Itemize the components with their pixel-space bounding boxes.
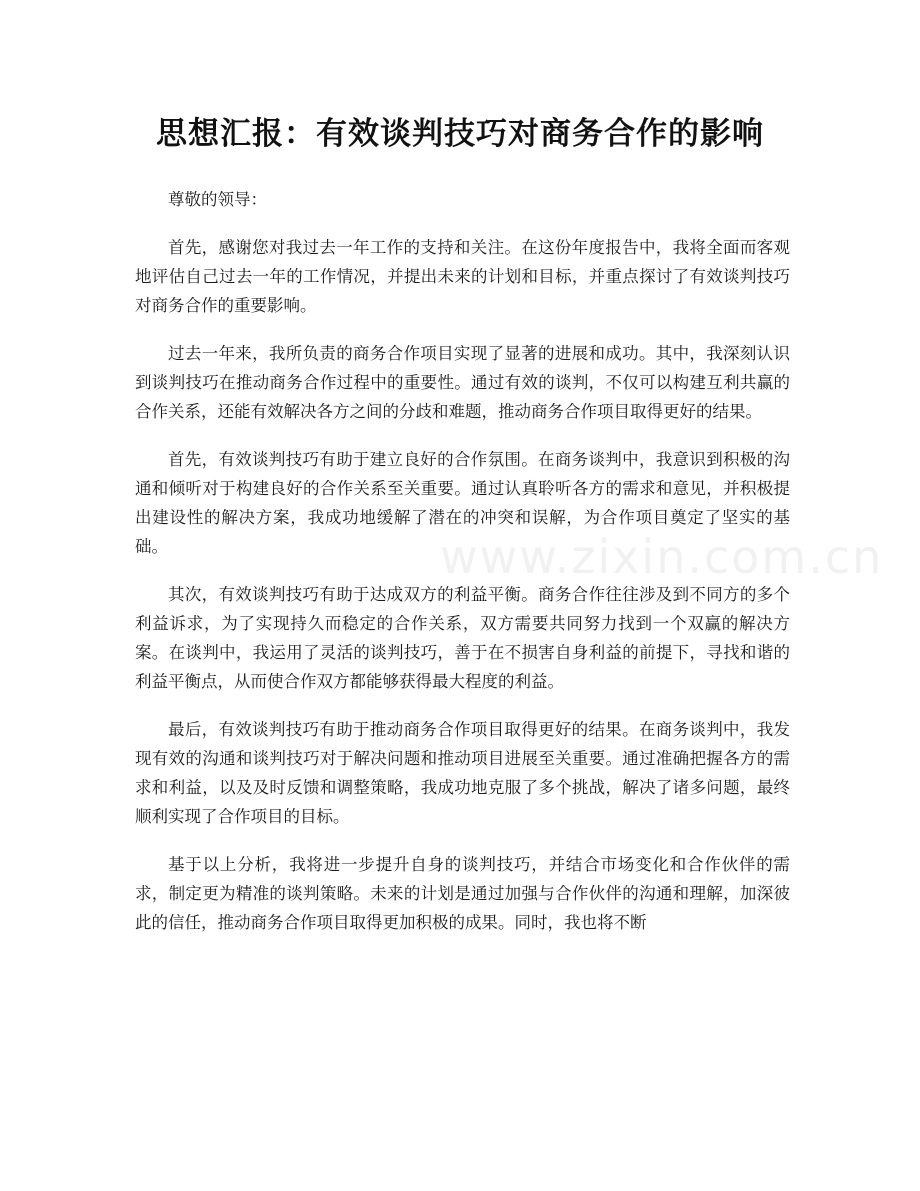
page-title: 思想汇报：有效谈判技巧对商务合作的影响 — [156, 116, 764, 152]
watermark: www.zixin.com.cn — [440, 530, 884, 584]
paragraph: 过去一年来，我所负责的商务合作项目实现了显著的进展和成功。其中，我深刻认识到谈判技巧在推动商务合作过程中的重要性。通过有效的谈判，不仅可以构建互利共赢的合作关系，还能有效解决各方之间的分歧和难题，推动商务合作项目取得更好的结果。 — [135, 344, 790, 421]
paragraph: 首先，感谢您对我过去一年工作的支持和关注。在这份年度报告中，我将全面而客观地评估自己过去一年的工作情况，并提出未来的计划和目标，并重点探讨了有效谈判技巧对商务合作的重要影响。 — [135, 238, 790, 315]
paragraph: 最后，有效谈判技巧有助于推动商务合作项目取得更好的结果。在商务谈判中，我发现有效的沟通和谈判技巧对于解决问题和推动项目进展至关重要。通过准确把握各方的需求和利益，以及及时反馈和调整策略，我成功地克服了多个挑战，解决了诸多问题，最终顺利实现了合作项目的目标。 — [135, 720, 790, 826]
paragraph: 首先，有效谈判技巧有助于建立良好的合作氛围。在商务谈判中，我意识到积极的沟通和倾听对于构建良好的合作关系至关重要。通过认真聆听各方的需求和意见，并积极提出建设性的解决方案，我成功地缓解了潜在的冲突和误解，为合作项目奠定了坚实的基础。 — [135, 450, 790, 556]
paragraph: 基于以上分析，我将进一步提升自身的谈判技巧，并结合市场变化和合作伙伴的需求，制定更为精准的谈判策略。未来的计划是通过加强与合作伙伴的沟通和理解，加深彼此的信任，推动商务合作项目取得更加积极的成果。同时，我也将不断 — [135, 855, 790, 932]
paragraph: 其次，有效谈判技巧有助于达成双方的利益平衡。商务合作往往涉及到不同方的多个利益诉求，为了实现持久而稳定的合作关系，双方需要共同努力找到一个双赢的解决方案。在谈判中，我运用了灵活的谈判技巧，善于在不损害自身利益的前提下，寻找和谐的利益平衡点，从而使合作双方都能够获得最大程度的利益。 — [135, 585, 790, 691]
salutation: 尊敬的领导： — [168, 190, 267, 209]
document-body — [135, 185, 790, 956]
